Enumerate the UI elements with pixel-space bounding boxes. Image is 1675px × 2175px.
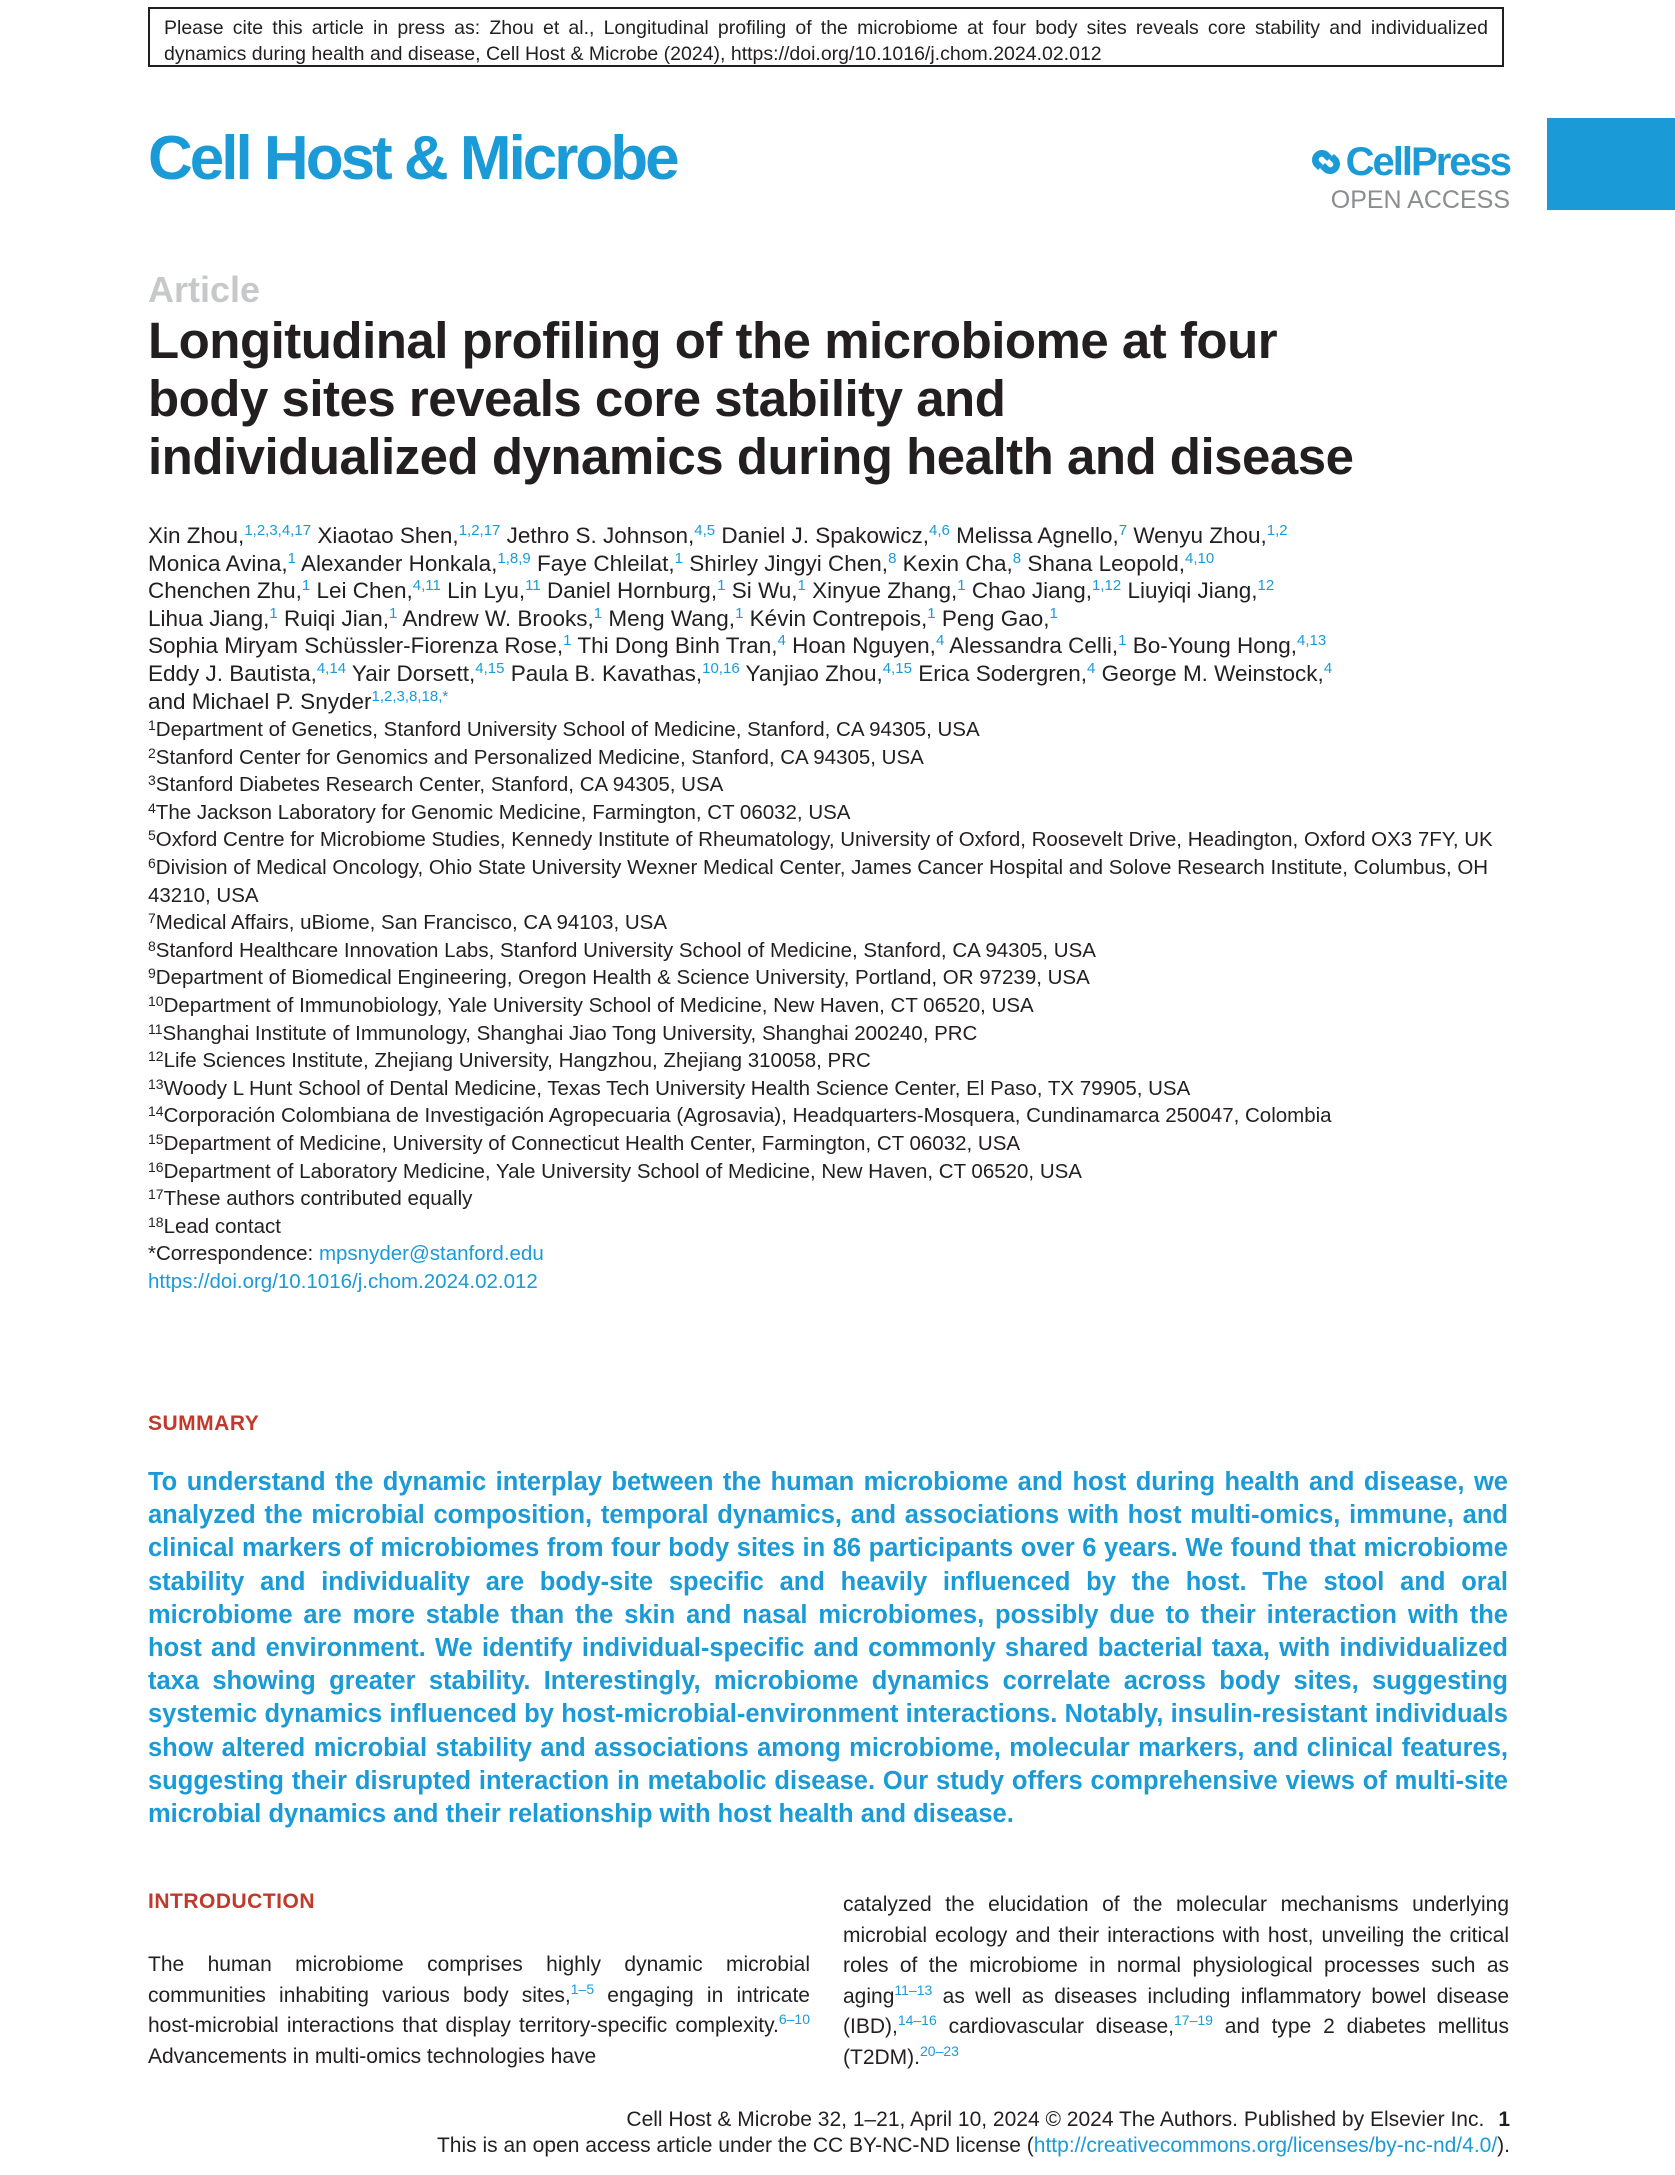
author-name: Liuyiqi Jiang,	[1127, 578, 1258, 604]
author-affiliation-ref[interactable]: 1	[797, 577, 806, 595]
journal-title: Cell Host & Microbe	[148, 124, 677, 193]
affiliation-item	[148, 716, 1518, 744]
author-name: Eddy J. Bautista,	[148, 660, 317, 686]
author-affiliation-ref[interactable]: 4	[935, 632, 945, 650]
author-name: Shana Leopold,	[1027, 550, 1185, 576]
affiliation-text: Stanford Center for Genomics and Personalized Medicine, Stanford, CA 94305, USA	[155, 745, 924, 769]
author-affiliation-ref[interactable]: 1	[1049, 604, 1058, 622]
affiliation-item	[148, 964, 1518, 992]
affiliation-number: 6	[148, 854, 156, 871]
citation-text: Please cite this article in press as: Zhou et al., Longitudinal profiling of the microbiome at four body sites reveals core stability and individualized dynamics during health and disease, Cell Host & Microbe (2024), https://doi.org/10.1016/j.chom.2024.02.012	[164, 17, 1488, 65]
author-affiliation-ref[interactable]: 1	[717, 577, 726, 595]
affiliation-text: Woody L Hunt School of Dental Medicine, Texas Tech University Health Science Center, El Paso, TX 79905, USA	[163, 1076, 1191, 1100]
author-affiliation-ref[interactable]: 4,5	[694, 522, 716, 539]
affiliation-item	[148, 1130, 1518, 1158]
paragraph-text: catalyzed the elucidation of the molecular mechanisms underlying microbial ecology and their interactions with host, unveiling the critical roles of the microbiome in normal physiological processes such as aging	[843, 1893, 1509, 2008]
author-name: Xinyue Zhang,	[812, 578, 958, 604]
author-line	[148, 522, 1508, 550]
author-name: Lei Chen,	[316, 578, 413, 604]
affiliation-list	[148, 716, 1518, 1240]
affiliation-number: 14	[148, 1103, 164, 1120]
author-affiliation-ref[interactable]: 4,13	[1297, 632, 1327, 650]
affiliation-text: Division of Medical Oncology, Ohio State University Wexner Medical Center, James Cancer Hospital and Solove Research Institute, Columbus, OH 43210, USA	[148, 855, 1489, 907]
author-line	[148, 632, 1508, 660]
affiliation-number: 9	[148, 965, 156, 982]
author-name: Erica Sodergren,	[918, 660, 1088, 686]
page-number: 1	[1498, 2108, 1510, 2131]
affiliation-item	[148, 992, 1518, 1020]
affiliation-item	[148, 1075, 1518, 1103]
author-name: Kexin Cha,	[902, 550, 1013, 576]
publisher-logo	[1278, 140, 1510, 214]
reference-link[interactable]: 11–13	[894, 1981, 933, 1998]
affiliation-number: 13	[148, 1075, 164, 1092]
author-name: Thi Dong Binh Tran,	[577, 633, 778, 659]
author-name: Sophia Miryam Schüssler-Fiorenza Rose,	[148, 633, 564, 659]
affiliation-item	[148, 1102, 1518, 1130]
affiliation-item	[148, 909, 1518, 937]
author-name: Ruiqi Jian,	[283, 605, 390, 631]
affiliation-number: 5	[148, 827, 156, 844]
affiliation-item	[148, 1185, 1518, 1213]
affiliation-text: Department of Genetics, Stanford University School of Medicine, Stanford, CA 94305, USA	[155, 718, 980, 741]
author-affiliation-ref[interactable]: 4,6	[929, 522, 950, 539]
license-suffix: ).	[1497, 2134, 1510, 2157]
author-name: Jethro S. Johnson,	[506, 523, 695, 548]
affiliation-item	[148, 771, 1518, 799]
reference-link[interactable]: 14–16	[897, 2012, 937, 2028]
affiliation-text: Department of Biomedical Engineering, Oregon Health & Science University, Portland, OR 97239, USA	[155, 966, 1090, 990]
introduction-column-left	[148, 1950, 810, 2072]
reference-link[interactable]: 20–23	[920, 2042, 959, 2059]
footer-citation: Cell Host & Microbe 32, 1–21, April 10, 2024 © 2024 The Authors. Published by Elsevier Inc.	[626, 2108, 1485, 2131]
affiliation-number: 11	[148, 1020, 163, 1037]
author-name: Chao Jiang,	[971, 578, 1092, 604]
affiliation-number: 1	[148, 717, 156, 733]
author-affiliation-ref[interactable]: 1	[563, 632, 572, 650]
correspondence-email-link[interactable]: mpsnyder@stanford.edu	[318, 1242, 544, 1266]
paragraph-text: as well as diseases including inflammatory bowel disease (IBD),	[843, 1984, 1509, 2038]
doi	[148, 1268, 1518, 1296]
affiliation-item	[148, 937, 1518, 965]
affiliation-number: 7	[148, 910, 156, 927]
author-name: Kévin Contrepois,	[749, 605, 928, 631]
affiliation-number: 16	[148, 1158, 164, 1175]
author-line	[148, 660, 1508, 688]
author-affiliation-ref[interactable]: 1,12	[1091, 577, 1122, 595]
affiliation-number: 17	[148, 1186, 164, 1203]
author-name: George M. Weinstock,	[1101, 660, 1324, 686]
cellpress-logo-icon	[1306, 142, 1346, 182]
author-affiliation-ref[interactable]: 1	[674, 549, 683, 567]
affiliation-item	[148, 826, 1518, 854]
author-affiliation-ref[interactable]: 1	[1118, 632, 1127, 650]
author-name: Yanjiao Zhou,	[745, 660, 883, 686]
title-line: individualized dynamics during health and disease	[148, 428, 1354, 485]
reference-link[interactable]: 17–19	[1174, 2012, 1213, 2028]
affiliation-number: 18	[148, 1213, 164, 1230]
author-affiliation-ref[interactable]: 4	[777, 632, 786, 650]
affiliation-text: Oxford Centre for Microbiome Studies, Kennedy Institute of Rheumatology, University of Oxford, Roosevelt Drive, Headington, Oxford OX3 7FY, UK	[155, 828, 1493, 852]
footer-journal-line	[0, 2106, 1510, 2134]
affiliation-number: 3	[148, 772, 156, 789]
author-name: Chenchen Zhu,	[148, 578, 302, 604]
article-title	[148, 312, 1448, 486]
author-affiliation-ref[interactable]: 1	[735, 604, 744, 622]
author-affiliation-ref[interactable]: 4	[1323, 659, 1333, 677]
affiliation-text: Department of Laboratory Medicine, Yale University School of Medicine, New Haven, CT 06520, USA	[163, 1159, 1082, 1183]
reference-link[interactable]: 6–10	[778, 2011, 810, 2027]
affiliation-text: Life Sciences Institute, Zhejiang University, Hangzhou, Zhejiang 310058, PRC	[163, 1049, 871, 1073]
license-link[interactable]: http://creativecommons.org/licenses/by-nc-nd/4.0/	[1033, 2134, 1498, 2157]
author-affiliation-ref[interactable]: 1	[593, 604, 603, 622]
affiliation-text: Department of Immunobiology, Yale University School of Medicine, New Haven, CT 06520, USA	[163, 993, 1034, 1017]
author-affiliation-ref[interactable]: 1,2,3,4,17	[244, 522, 312, 539]
affiliation-text: Medical Affairs, uBiome, San Francisco, CA 94103, USA	[155, 911, 668, 935]
author-affiliation-ref[interactable]: 4	[1087, 659, 1096, 677]
author-affiliation-ref[interactable]: 1	[269, 604, 278, 622]
article-type-label: Article	[148, 269, 261, 310]
affiliation-item	[148, 744, 1518, 772]
section-color-tab	[1547, 118, 1675, 210]
author-affiliation-ref[interactable]: 1	[957, 577, 966, 595]
author-name: Meng Wang,	[608, 605, 736, 631]
paragraph-text: engaging in intricate host-microbial interactions that display territory-specific complexity.	[148, 1983, 810, 2037]
title-line: body sites reveals core stability and	[148, 370, 1006, 427]
affiliation-number: 10	[148, 992, 164, 1009]
footer-license-line	[0, 2132, 1510, 2160]
doi-link[interactable]: https://doi.org/10.1016/j.chom.2024.02.012	[148, 1269, 538, 1293]
author-line	[148, 550, 1508, 578]
author-name: Yair Dorsett,	[351, 660, 476, 686]
author-name: and Michael P. Snyder	[148, 688, 372, 714]
author-affiliation-ref[interactable]: 8	[1012, 549, 1022, 567]
citation-notice	[148, 7, 1504, 67]
author-name: Daniel Hornburg,	[546, 578, 718, 604]
author-name: Alessandra Celli,	[949, 633, 1119, 659]
author-affiliation-ref[interactable]: 7	[1118, 522, 1128, 539]
correspondence-label: *Correspondence:	[148, 1242, 319, 1266]
paragraph-text: The human microbiome comprises highly dynamic microbial communities inhabiting various body sites,	[148, 1953, 810, 2007]
affiliations	[148, 716, 1518, 1295]
affiliation-text: These authors contributed equally	[163, 1187, 473, 1211]
author-affiliation-ref[interactable]: 1,8,9	[497, 549, 531, 567]
affiliation-text: The Jackson Laboratory for Genomic Medicine, Farmington, CT 06032, USA	[155, 800, 851, 824]
affiliation-text: Stanford Healthcare Innovation Labs, Stanford University School of Medicine, Stanford, CA 94305, USA	[155, 938, 1096, 962]
author-name: Shirley Jingyi Chen,	[689, 550, 889, 576]
reference-link[interactable]: 1–5	[570, 1980, 595, 1997]
affiliation-text: Stanford Diabetes Research Center, Stanford, CA 94305, USA	[155, 773, 724, 797]
author-name: Daniel J. Spakowicz,	[721, 523, 930, 548]
author-name: Alexander Honkala,	[301, 550, 498, 576]
author-name: Andrew W. Brooks,	[402, 605, 594, 631]
author-affiliation-ref[interactable]: 4,10	[1185, 549, 1215, 567]
author-name: Lihua Jiang,	[148, 605, 270, 631]
author-affiliation-ref[interactable]: 4,15	[882, 659, 912, 677]
author-name: Melissa Agnello,	[956, 523, 1119, 548]
author-name: Peng Gao,	[941, 605, 1050, 631]
publisher-name: CellPress	[1345, 140, 1510, 184]
affiliation-number: 8	[148, 937, 156, 954]
correspondence	[148, 1240, 1518, 1268]
affiliation-item	[148, 1158, 1518, 1186]
author-affiliation-ref[interactable]: 1,2,17	[458, 522, 501, 539]
author-affiliation-ref[interactable]: 1	[301, 577, 311, 595]
author-line	[148, 605, 1508, 633]
open-access-label: OPEN ACCESS	[1330, 186, 1510, 214]
summary-heading: SUMMARY	[148, 1412, 260, 1435]
author-name: Wenyu Zhou,	[1133, 523, 1267, 548]
affiliation-text: Department of Medicine, University of Connecticut Health Center, Farmington, CT 06032, USA	[163, 1131, 1021, 1155]
summary-text: To understand the dynamic interplay between the human microbiome and host during health and disease, we analyzed the microbial composition, temporal dynamics, and associations with host multi-omics, immune, and clinical markers of microbiomes from four body sites in 86 participants over 6 years. We found that microbiome stability and individuality are body-site specific and heavily influenced by the host. The stool and oral microbiome are more stable than the skin and nasal microbiomes, possibly due to their interaction with the host and environment. We identify individual-specific and commonly shared bacterial taxa, with individualized taxa showing greater stability. Interestingly, microbiome dynamics correlate across body sites, suggesting systemic dynamics influenced by host-microbial-environment interactions. Notably, insulin-resistant individuals show altered microbial stability and associations among microbiome, molecular markers, and clinical features, suggesting their disrupted interaction in metabolic disease. Our study offers comprehensive views of multi-site microbial dynamics and their relationship with host health and disease.	[148, 1468, 1508, 1829]
author-affiliation-ref[interactable]: 1	[287, 549, 297, 567]
affiliation-text: Shanghai Institute of Immunology, Shanghai Jiao Tong University, Shanghai 200240, PRC	[162, 1021, 978, 1045]
author-affiliation-ref[interactable]: 1,2,3,8,18,*	[371, 687, 449, 705]
author-affiliation-ref[interactable]: 12	[1257, 577, 1275, 595]
author-affiliation-ref[interactable]: 4,11	[412, 577, 441, 595]
affiliation-number: 2	[148, 744, 156, 761]
author-affiliation-ref[interactable]: 1	[389, 604, 398, 622]
affiliation-item	[148, 854, 1518, 909]
author-affiliation-ref[interactable]: 10,16	[702, 659, 740, 677]
author-name: Hoan Nguyen,	[792, 633, 936, 659]
author-line	[148, 688, 1508, 716]
author-name: Si Wu,	[731, 578, 798, 604]
author-name: Lin Lyu,	[447, 578, 526, 604]
affiliation-item	[148, 799, 1518, 827]
paragraph-text: and type 2 diabetes mellitus (T2DM).	[843, 2015, 1509, 2069]
paragraph-text: Advancements in multi-omics technologies have	[148, 2044, 597, 2068]
affiliation-item	[148, 1213, 1518, 1241]
affiliation-text: Corporación Colombiana de Investigación Agropecuaria (Agrosavia), Headquarters-Mosquera, Cundinamarca 250047, Colombia	[163, 1104, 1332, 1128]
paragraph-text: cardiovascular disease,	[936, 2015, 1174, 2038]
author-affiliation-ref[interactable]: 1,2	[1266, 522, 1288, 539]
introduction-heading: INTRODUCTION	[148, 1890, 315, 1913]
affiliation-text: Lead contact	[163, 1214, 281, 1238]
author-name: Bo-Young Hong,	[1132, 633, 1298, 659]
affiliation-item	[148, 1047, 1518, 1075]
title-line: Longitudinal profiling of the microbiome at four	[148, 312, 1278, 369]
affiliation-number: 4	[148, 799, 156, 816]
introduction-column-right	[843, 1890, 1509, 2073]
affiliation-number: 15	[148, 1130, 164, 1147]
author-affiliation-ref[interactable]: 8	[888, 549, 897, 567]
affiliation-item	[148, 1020, 1518, 1048]
author-affiliation-ref[interactable]: 1	[927, 604, 936, 622]
author-list	[148, 522, 1508, 715]
author-name: Paula B. Kavathas,	[510, 660, 703, 686]
author-affiliation-ref[interactable]: 11	[525, 577, 541, 595]
author-name: Faye Chleilat,	[537, 550, 675, 576]
author-name: Xin Zhou,	[148, 523, 245, 548]
author-line	[148, 577, 1508, 605]
affiliation-number: 12	[148, 1048, 164, 1065]
license-prefix: This is an open access article under the CC BY-NC-ND license (	[436, 2134, 1034, 2157]
author-name: Monica Avina,	[148, 550, 288, 576]
author-affiliation-ref[interactable]: 4,14	[316, 659, 347, 677]
author-affiliation-ref[interactable]: 4,15	[475, 659, 505, 677]
author-name: Xiaotao Shen,	[317, 523, 459, 548]
